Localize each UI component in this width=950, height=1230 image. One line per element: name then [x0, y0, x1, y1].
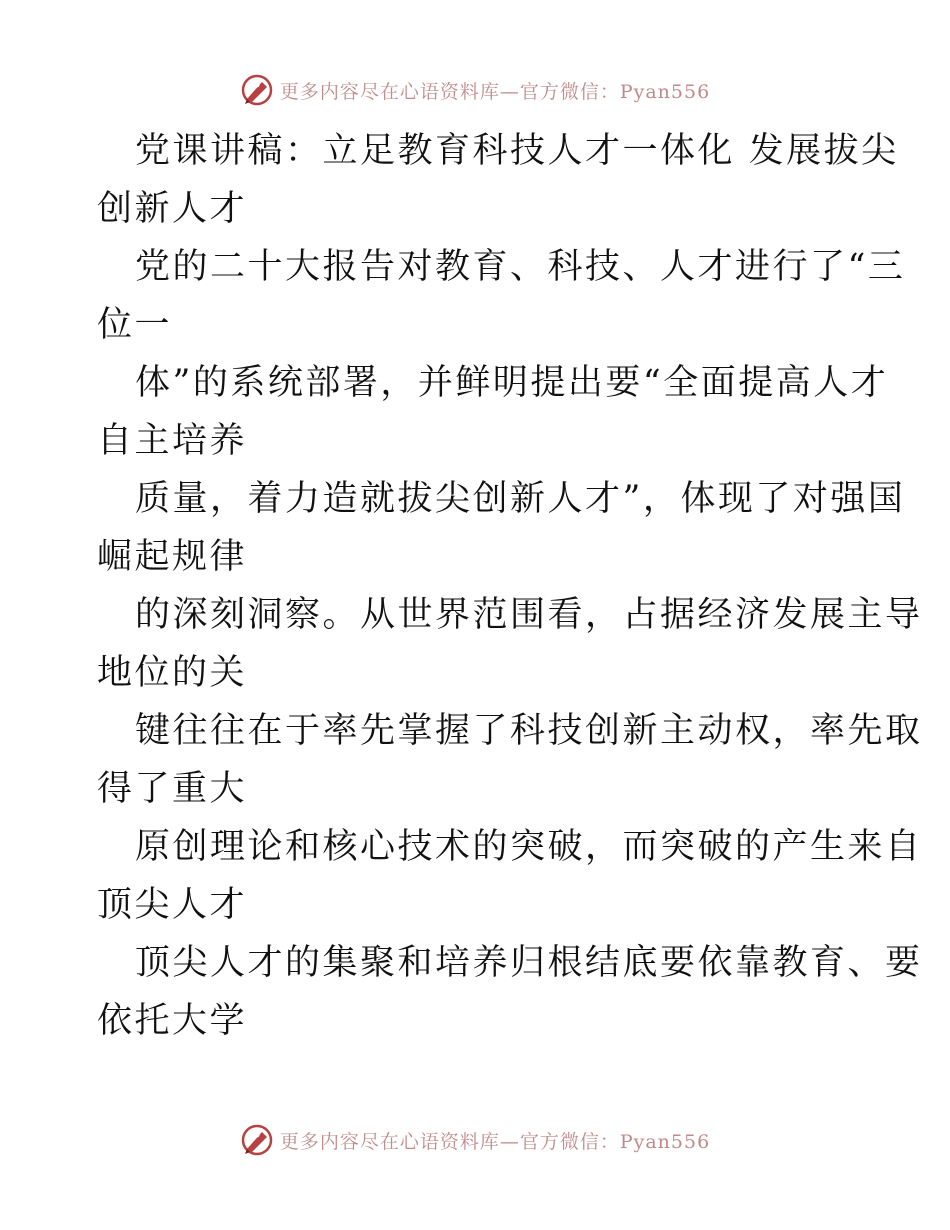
paragraph-line: 党课讲稿：立足教育科技人才一体化 发展拔尖 — [135, 131, 899, 171]
pen-logo-icon — [240, 73, 274, 107]
paragraph-line: 的深刻洞察。从世界范围看，占据经济发展主导 — [135, 595, 923, 635]
paragraph-line: 崛起规律 — [97, 537, 248, 577]
paragraph-line: 自主培养 — [97, 421, 248, 461]
paragraph-line: 地位的关 — [97, 653, 248, 693]
pen-logo-icon — [240, 1123, 274, 1157]
paragraph-line: 原创理论和核心技术的突破，而突破的产生来自 — [135, 827, 923, 867]
document-body — [97, 122, 923, 1050]
paragraph-line: 体”的系统部署，并鲜明提出要“全面提高人才 — [135, 363, 889, 403]
paragraph-line: 位一 — [97, 305, 173, 345]
paragraph-line: 得了重大 — [97, 769, 248, 809]
paragraph-line: 质量，着力造就拔尖创新人才”，体现了对强国 — [135, 479, 906, 519]
header-banner-text: 更多内容尽在心语资料库—官方微信：Pyan556 — [279, 80, 711, 103]
paragraph-line: 顶尖人才 — [97, 885, 248, 925]
header-banner — [0, 70, 950, 110]
footer-banner-text: 更多内容尽在心语资料库—官方微信：Pyan556 — [279, 1130, 711, 1153]
footer-banner — [0, 1120, 950, 1160]
paragraph-line: 键往往在于率先掌握了科技创新主动权，率先取 — [135, 711, 923, 751]
paragraph-line: 党的二十大报告对教育、科技、人才进行了“三 — [135, 247, 906, 287]
header-banner-inner — [240, 73, 710, 107]
paragraph-line: 依托大学 — [97, 1001, 248, 1041]
paragraph-line: 顶尖人才的集聚和培养归根结底要依靠教育、要 — [135, 943, 923, 983]
footer-banner-inner — [240, 1123, 710, 1157]
paragraph-line: 创新人才 — [97, 189, 248, 229]
